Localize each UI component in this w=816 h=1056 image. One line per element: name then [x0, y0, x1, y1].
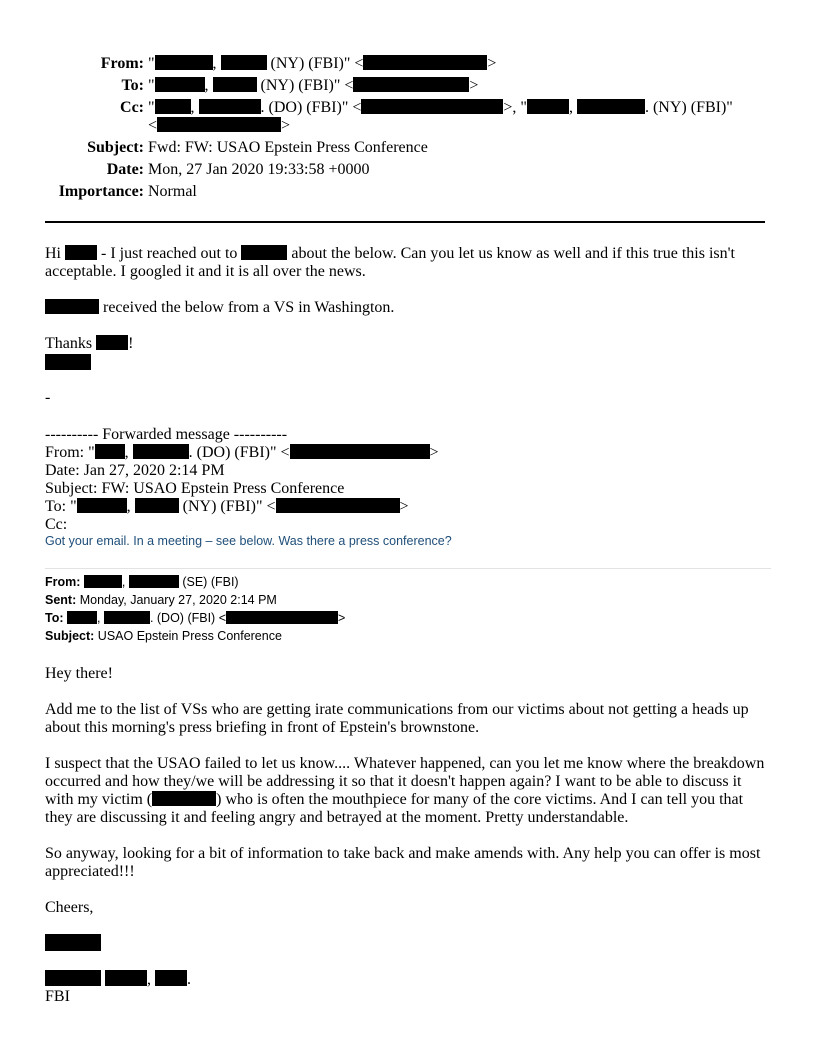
to-value: " , (NY) (FBI)" < > [148, 77, 479, 94]
date-label: Date: [106, 161, 144, 178]
closing: Cheers, [45, 899, 94, 916]
p1-line-1: Add me to the list of VSs who are getting irate communications from our victims about not getting a heads up [45, 701, 749, 718]
from-value: " , (NY) (FBI)" < > [148, 55, 497, 72]
greeting: Hey there! [45, 665, 113, 682]
forwarded-reply: Got your email. In a meeting – see below. Was there a press conference? [45, 534, 452, 548]
original-subject: Subject: USAO Epstein Press Conference [45, 629, 282, 643]
forwarded-cc: Cc: [45, 516, 68, 533]
forwarded-banner: ---------- Forwarded message ---------- [45, 426, 288, 443]
p2-line-3: with my victim ( ) who is often the mouthpiece for many of the core victims. And I can tell you that [45, 791, 744, 808]
p2-line-2: occurred and how they/we will be addressing it so that it doesn't happen again? I want to be able to discuss it [45, 773, 742, 790]
forwarded-subject: Subject: FW: USAO Epstein Press Conference [45, 480, 345, 497]
signature-title: , . [45, 970, 191, 989]
subject-value: Fwd: FW: USAO Epstein Press Conference [148, 139, 428, 156]
forwarded-date: Date: Jan 27, 2020 2:14 PM [45, 462, 225, 479]
original-to: To: , . (DO) (FBI) < > [45, 611, 346, 625]
p1-line-2: about this morning's press briefing in front of Epstein's brownstone. [45, 719, 480, 736]
p3-line-2: appreciated!!! [45, 863, 135, 880]
p2-line-4: they are discussing it and feeling angry and betrayed at the moment. Pretty understandable. [45, 809, 629, 826]
cc-label: Cc: [120, 99, 144, 116]
message-divider [45, 568, 771, 569]
p2-line-1: I suspect that the USAO failed to let us know.... Whatever happened, can you let me know where the breakdown [45, 755, 765, 772]
date-value: Mon, 27 Jan 2020 19:33:58 +0000 [148, 161, 370, 178]
signature-redaction [45, 354, 91, 370]
p3-line-1: So anyway, looking for a bit of information to take back and make amends with. Any help you can offer is most [45, 845, 761, 862]
cc-value: " , . (DO) (FBI)" < >, " , . (NY) (FBI)" [148, 99, 733, 116]
cc-value-cont: < > [148, 117, 291, 134]
body-line-1: Hi - I just reached out to about the below. Can you let us know as well and if this true this isn't [45, 245, 735, 262]
from-label: From: [100, 55, 144, 72]
signature-org: FBI [45, 988, 70, 1005]
forwarded-from: From: " , . (DO) (FBI)" < > [45, 444, 439, 461]
subject-label: Subject: [87, 139, 144, 156]
importance-value: Normal [148, 183, 197, 200]
body-thanks: Thanks ! [45, 335, 134, 352]
body-dash: - [45, 389, 51, 406]
original-from: From: , (SE) (FBI) [45, 575, 239, 589]
signature-name-redaction [45, 934, 101, 951]
original-sent: Sent: Monday, January 27, 2020 2:14 PM [45, 593, 277, 607]
body-received: received the below from a VS in Washington. [45, 299, 394, 317]
body-line-2: acceptable. I googled it and it is all over the news. [45, 263, 366, 280]
forwarded-to: To: " , (NY) (FBI)" < > [45, 498, 409, 515]
importance-label: Importance: [58, 183, 144, 200]
to-label: To: [121, 77, 144, 94]
header-divider [45, 221, 765, 223]
